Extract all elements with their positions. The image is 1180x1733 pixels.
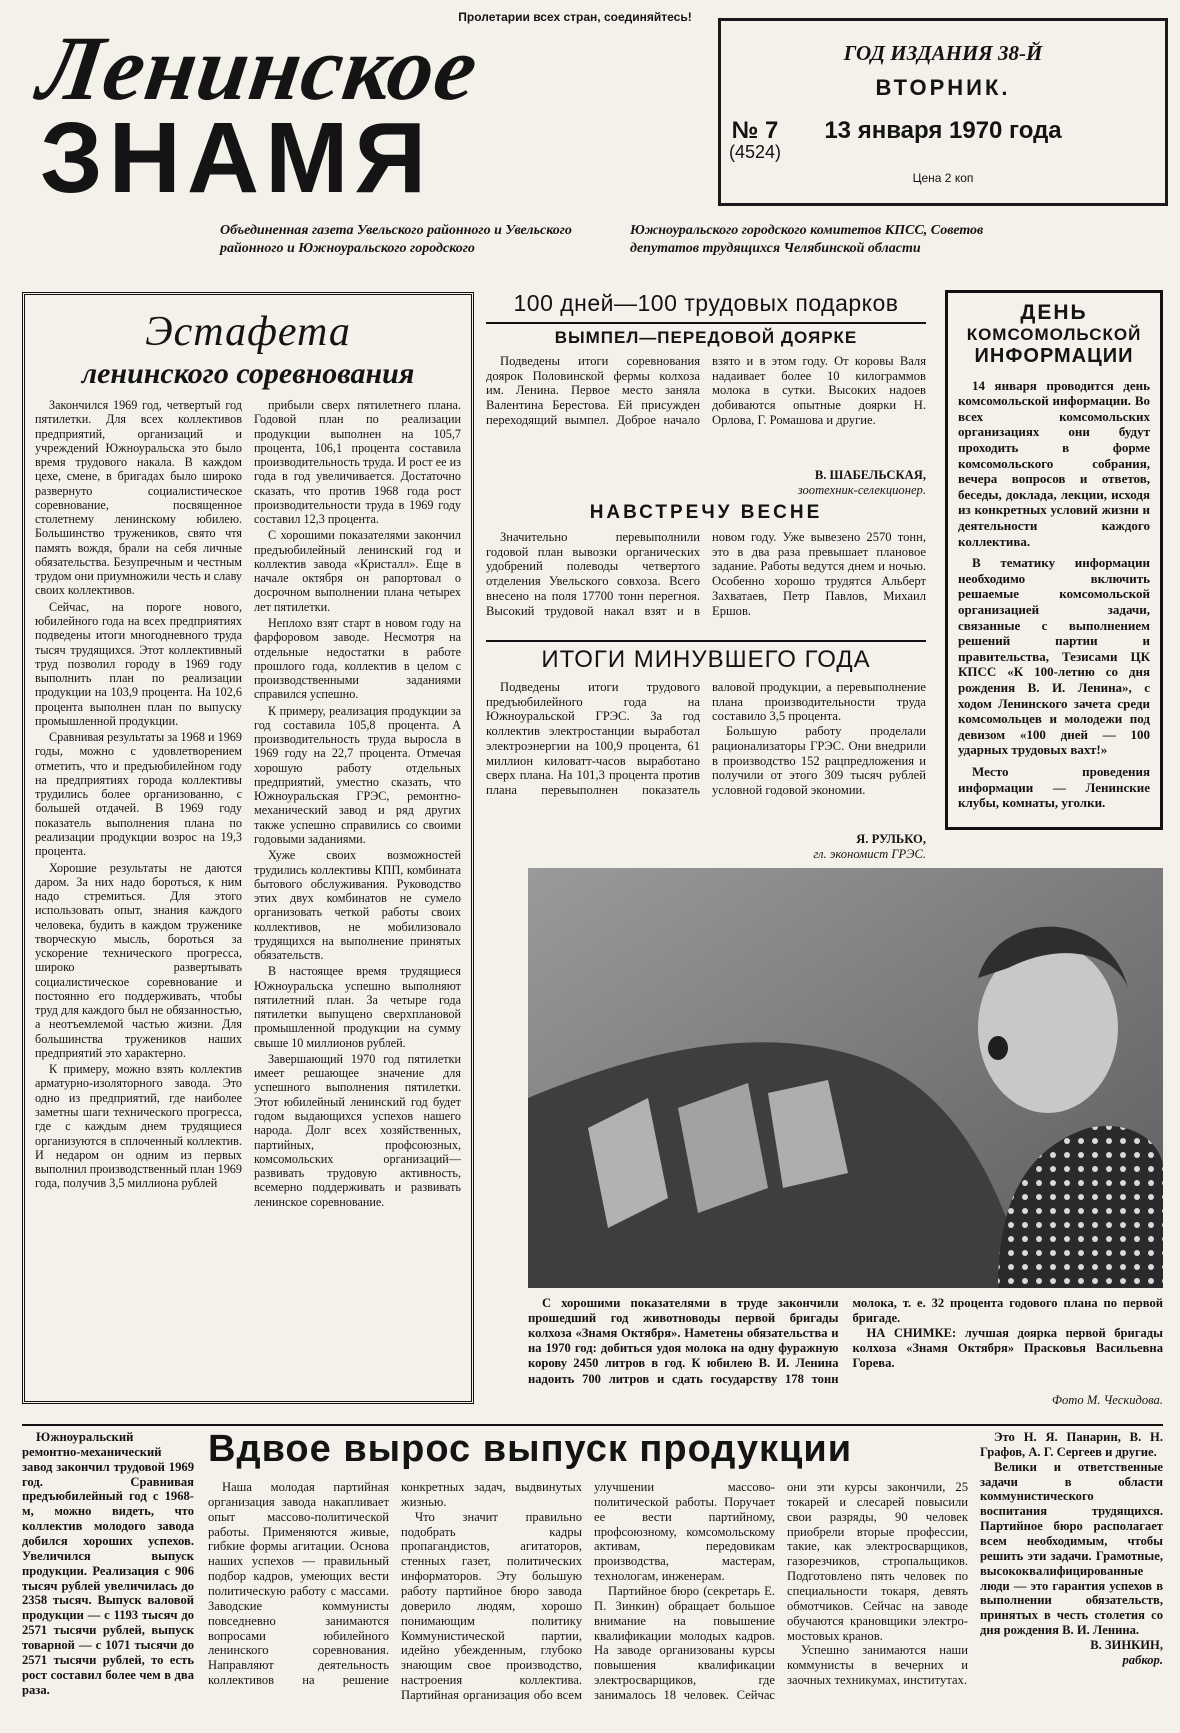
paragraph: Место проведения информации — Ленинские клубы, комнаты, уголки.	[958, 763, 1150, 811]
paragraph: Неплохо взят старт в новом году на фарфоровом заводе. Несмотря на отдельные недостатки в работе прошлого года, коллектив в целом с производственными заданиями справился успешно.	[254, 615, 461, 702]
paragraph: В настоящее время трудящиеся Южноуральска успешно выполняют пятилетний план. За четыре года пятилетки выпущено сверхплановой промышленной продукции на сумму свыше 10 миллионов рублей.	[254, 964, 461, 1050]
paragraph: Завершающий 1970 год пятилетки имеет решающее значение для успешного выполнения пятилетки. Этот юбилейный ленинский год будет годом выдающихся успехов нашего народа. Долг всех хозяйственных, партийных, профсоюзных, комсомольских организаций—развивать трудовую активность, всемерно поддерживать и развивать ленинское соревнование.	[254, 1051, 461, 1209]
paragraph: Успешно занимаются наши коммунисты в вечерних и заочных техникумах, институтах.	[787, 1643, 968, 1688]
bottom-article-right	[980, 1430, 1163, 1728]
paragraph: Подведены итоги трудового предъюбилейного года на Южноуральской ГРЭС. За год коллектив электростанции выработал электроэнергии на 100,9 процента, 61 миллион киловатт-часов выработано сверх плана. На 101,3 процента против плана перевыполнен показатель валовой продукции, а перевыполнение плана производительности труда составило 3,5 процента.	[486, 680, 926, 798]
bottom-article-lead	[22, 1430, 194, 1725]
article-vympel-author-title: зоотехник-селекционер.	[797, 483, 926, 497]
photo-credit: Фото М. Ческидова.	[1051, 1393, 1163, 1407]
komsomol-info-box	[945, 290, 1163, 830]
caption-paragraph: С хорошими показателями в труде закончили прошедший год животноводы первой бригады колхоза «Знамя Октября». Наметены обязательства и на 1970 год: добиться удоя молока на одну фуражную корову 2450 литров в год. К юбилею В. И. Ленина надоить 700 литров и сдать государству 178 тонн молока, т. е. 32 процента годового плана по первой бригаде.	[528, 1296, 1163, 1386]
paragraph: Сравнивая результаты за 1968 и 1969 годы, можно с удовлетворением отметить, что и предъюбилейном году на предприятиях города коллективы трудились более организованно, с большей отдачей. В 1969 году показатель выполнения плана по реализации продукции возрос на 19,3 процента.	[35, 730, 242, 859]
left-article-headline-1: Эстафета	[145, 309, 351, 355]
photo-milkmaid	[528, 868, 1163, 1288]
divider	[22, 1424, 1163, 1426]
article-itogi-headline: ИТОГИ МИНУВШЕГО ГОДА	[541, 646, 871, 673]
paragraph: Большую работу проделали рационализаторы ГРЭС. Они внедрили в производство 152 рацпредложения и получили от этого 309 тысяч рублей условной годовой экономии.	[712, 724, 926, 798]
paragraph: Закончился 1969 год, четвертый год пятилетки. Для всех коллективов предприятий, организаций и учреждений Южноуральска это было время трудового накала. В каждом цехе, смене, в бригадах было широко развернуто социалистическое соревнование, посвященное столетнему ленинскому юбилею. Большинство тружеников, свято чтя память вождя, брали на себя личные обязательства. Безупречным и честным трудом они приумножили честь и славу своих коллективов.	[35, 398, 242, 598]
paragraph: Наша молодая партийная организация завода накапливает опыт массово-политической работы. Применяются живые, гибкие формы агитации. Основа наших успехов — правильный подбор кадров, умеющих вести политическую работу с массами. Заводские коммунисты повседневно занимаются вопросами юбилейного ленинского соревнования. Направляют деятельность коллективов на решение конкретных задач, выдвинутых жизнью.	[208, 1480, 582, 1688]
caption-paragraph: НА СНИМКЕ: лучшая доярка первой бригады колхоза «Знамя Октября» Прасковья Васильевна Горева.	[852, 1326, 1163, 1371]
paragraph: Партийное бюро (секретарь Е. П. Зинкин) обращает большое внимание на повышение квалификации молодых кадров. На заводе организованы курсы повышения квалификации электросварщиков, где занималось 18 человек. Сейчас они эти курсы закончили, 25 токарей и слесарей повысили свои разряды, 90 человек приобрели вторые профессии, такие, как электросварщиков, газорезчиков, стропальщиков. Подготовлено пять человек по специальности токаря, девять обмотчиков. Сейчас на заводе обучаются крановщики электро-мостовых кранов.	[594, 1480, 968, 1703]
left-article-body	[35, 398, 461, 1390]
price: Цена 2 коп	[912, 171, 974, 185]
article-itogi-author: Я. РУЛЬКО,	[856, 832, 926, 846]
issue-number: № 7	[731, 117, 779, 144]
paragraph: Хуже своих возможностей трудились коллективы КПП, комбината бытового обслуживания. Руководство этих двух комбинатов не сумело организовать четкой работы своих коллективов, не мобилизовало трудящихся на выполнение принятых обязательств.	[254, 848, 461, 963]
article-vympel	[486, 328, 926, 498]
article-vesna-headline: НАВСТРЕЧУ ВЕСНЕ	[589, 502, 823, 523]
komsomol-heading-line3: ИНФОРМАЦИИ	[974, 344, 1134, 367]
issue-total: (4524)	[728, 142, 782, 163]
paragraph: Значительно перевыполнили годовой план вывозки органических удобрений полеводы четвертого отделения Увельского совхоза. Всего внесено на поля 17700 тонн перегноя. Высокий трудовой накал взят и в новом году. Уже вывезено 2570 тонн, это в два раза превышает плановое задание. Работы ведутся днем и ночью. Особенно хорошо трудятся Альберт Захватаев, Петр Павлов, Михаил Ершов.	[486, 530, 926, 618]
paragraph: В тематику информации необходимо включить решаемые комсомольской организацией задачи, связанные с выполнением решений партии и правительства, Тезисами ЦК КПСС «К 100-летию со дня рождения В. И. Ленина», с ходом Ленинского зачета среди комсомольцев и молодежи под девизом «100 дней — 100 ударных трудовых вахт!»	[958, 555, 1150, 758]
paragraph: К примеру, можно взять коллектив арматурно-изоляторного завода. Это одно из предприятий, где наиболее заметны шаги технического прогресса, где с каждым днем трудящиеся организуются в сплоченный коллектив. И недаром он одним из первых выполнил производственный план 1969 года, получив 3,5 миллиона рублей	[35, 1062, 242, 1191]
komsomol-info-body	[958, 378, 1150, 811]
article-itogi	[486, 646, 926, 862]
komsomol-heading-line1: ДЕНЬ	[1020, 301, 1088, 324]
paragraph: Подведены итоги соревнования доярок Половинской фермы колхоза им. Ленина. Первое место заняла Валентина Берестова. Ей присужден переходящий вымпел. Доброе начало взято и в этом году. От коровы Валя надаивает более 10 килограммов молока в сутки. Высоких надоев добиваются опытные доярки Н. Орлова, Г. Ромашова и другие.	[486, 354, 926, 427]
divider	[486, 640, 926, 642]
weekday: ВТОРНИК.	[875, 75, 1011, 100]
subtitle-right: Южноуральского городского комитетов КПСС, Советов депутатов трудящихся Челябинской области	[630, 223, 984, 256]
paragraph: Что значит правильно подобрать кадры пропагандистов, агитаторов, стенных газет, политических информаторов. Эту большую работу партийное бюро завода доверило людям, хорошо понимающим политику Коммунистической партии, идейно убежденным, глубоко знающим свое производство, настроения коллектива. Партийная организация обо всем улучшении массово-политической работы. Поручает ее вести партийному, профсоюзному, комсомольскому активам, передовикам производства, мастерам, технологам, инженерам.	[401, 1480, 775, 1703]
bottom-article-body	[208, 1480, 968, 1728]
photo-caption	[528, 1296, 1163, 1387]
article-vympel-headline: ВЫМПЕЛ—ПЕРЕДОВОЙ ДОЯРКЕ	[554, 328, 858, 347]
article-itogi-body	[486, 680, 926, 832]
paragraph: Сейчас, на пороге нового, юбилейного года на всех предприятиях подведены итоги многодневного труда тысяч трудящихся. Этот коллективный труд позволил городу в 1969 году выполнить план по реализации продукции на 103,9 процента. На 102,6 процента выполнен план по выпуску промышленной продукции.	[35, 599, 242, 728]
left-article-headline-2: ленинского соревнования	[81, 357, 415, 390]
paragraph: Велики и ответственные задачи в области коммунистического воспитания трудящихся. Партийное бюро располагает всем необходимым, чтобы решить эти задачи. Грамотные, высококвалифицированные люди — это гарантия успехов в выполнении обязательств, принятых в честь столетия со дня рождения В. И. Ленина.	[980, 1459, 1163, 1638]
newspaper-slogan: Пролетарии всех стран, соединяйтесь!	[458, 10, 692, 24]
bottom-article-author: В. ЗИНКИН,	[1090, 1638, 1163, 1653]
paragraph: 14 января проводится день комсомольской информации. Во всех комсомольских организациях они будут проходить в форме комсомольского собрания, вечера вопросов и ответов, беседы, доклада, лекции, исходя из конкретных условий жизни и деятельности каждого коллектива.	[958, 377, 1150, 549]
bottom-article-author-title: рабкор.	[1122, 1652, 1163, 1667]
article-vympel-author: В. ШАБЕЛЬСКАЯ,	[814, 468, 926, 482]
article-vympel-body	[486, 354, 926, 468]
paragraph: Южноуральский ремонтно-механический завод закончил трудовой 1969 год. Сравнивая предъюбилейный год с 1968-м, можно видеть, что коллектив молодого завода добился хороших успехов. Увеличился выпуск продукции. Реализация с 906 тысяч рублей увеличилась до 2358 тысяч. Выпуск валовой продукции — с 1193 тысяч до 2571 тысячи рублей, выпуск товарной — с 1071 тысячи до 2571 тысячи рублей, то есть рост составил более чем в два раза.	[22, 1430, 194, 1697]
article-vesna	[486, 502, 926, 660]
paragraph: Хорошие результаты не даются даром. За них надо бороться, к ним надо стремиться. Для этого использовать опыт, знания каждого человека, будить в каждом труженике творческую мысль, бороться за ускорение технического прогресса, широко развертывать социалистическое соревнование и постоянно его поддерживать, чтобы труд для каждого был не обязанностью, а неотъемлемой частью жизни. Для большинства тружеников наших предприятий это характерно.	[35, 860, 242, 1060]
bottom-article-headline: Вдвое вырос выпуск продукции	[208, 1428, 853, 1470]
newspaper-title-line1: Ленинское	[32, 17, 485, 119]
newspaper-subtitle	[220, 222, 1020, 257]
komsomol-info-heading	[958, 301, 1150, 368]
issue-date: 13 января 1970 года	[824, 117, 1062, 144]
paragraph: Это Н. Я. Панарин, В. Н. Графов, А. Г. Сергеев и другие.	[980, 1430, 1163, 1459]
komsomol-heading-line2: КОМСОМОЛЬСКОЙ	[966, 325, 1142, 345]
divider	[486, 322, 926, 324]
date-box	[718, 18, 1168, 206]
article-itogi-author-title: гл. экономист ГРЭС.	[813, 847, 926, 861]
photo-image	[528, 868, 1163, 1288]
left-article-box	[22, 292, 474, 1404]
paragraph: прибыли сверх пятилетнего плана. Годовой план по реализации продукции выполнен на 105,7 процента, 106,1 процента составила производительность труда. И рост ее из года в год увеличивается. Достаточно сказать, что против 1968 года рост производительности труда в 1969 году составил 12,3 процента.	[254, 398, 461, 527]
paragraph: К примеру, реализация продукции за год составила 105,8 процента. А производительность труда выросла в 1969 году на 22,7 процента. Отмечая хорошую работу отдельных предприятий, уместно сказать, что Южноуральская ГРЭС, ремонтно-механический завод и ряд других также успешно справились со своими годовыми заданиями.	[254, 703, 461, 846]
paragraph: С хорошими показателями закончил предъюбилейный ленинский год и коллектив завода «Кристалл». Еще в начале октября он рапортовал о досрочном выполнении плана четырех лет пятилетки.	[254, 528, 461, 614]
newspaper-title-line2: ЗНАМЯ	[40, 102, 433, 214]
year-of-publication: ГОД ИЗДАНИЯ 38-Й	[843, 41, 1043, 65]
subtitle-left: Объединенная газета Увельского районного и Увельского районного и Южноуральского городского	[220, 223, 572, 256]
banner-headline: 100 дней—100 трудовых подарков	[513, 290, 899, 316]
